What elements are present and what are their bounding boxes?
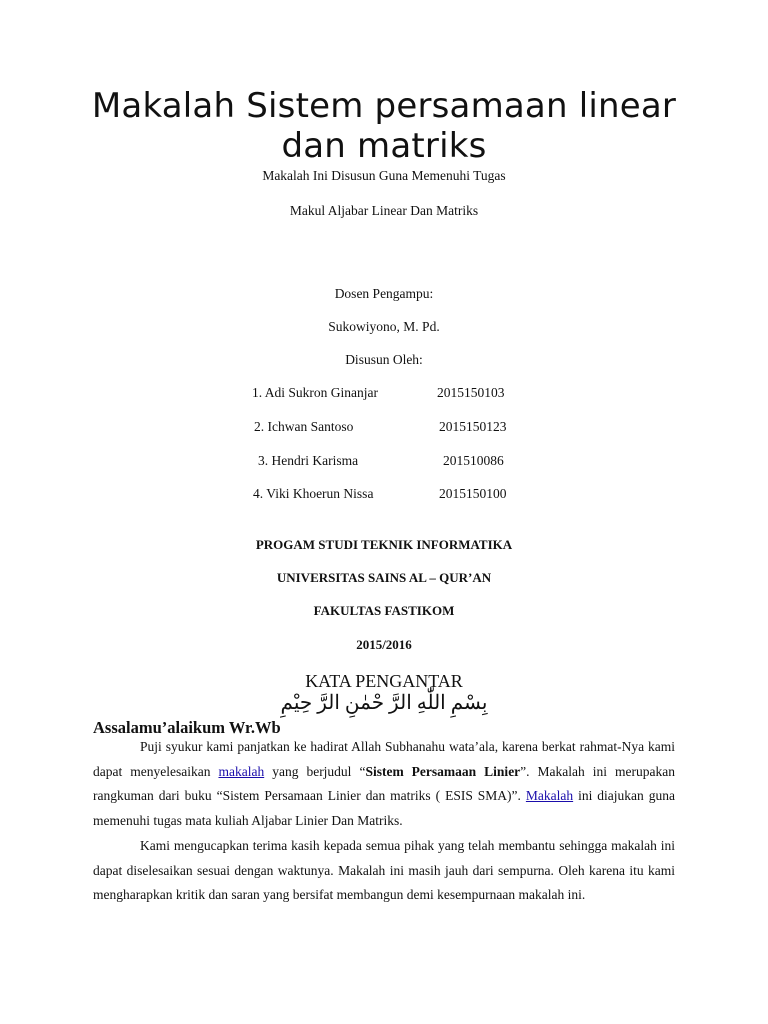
member-name: 4. Viki Khoerun Nissa [253, 486, 374, 501]
paragraph-text: ”. Makalah ini merupakan rangkuman dari buku “Sistem Persamaan Linier dan matriks ( ESIS SMA)”. [93, 763, 675, 803]
paragraph-text: Puji syukur kami panjatkan ke hadirat Allah Subhanahu wata’ala, karena berkat rahmat-Nya kami dapat menyelesaikan [93, 739, 675, 779]
basmalah-text: بِسْمِ اللّٰهِ الرَّ حْمٰنِ الرَّ حِيْمِ [280, 692, 488, 714]
kata-pengantar-heading: KATA PENGANTAR [305, 671, 463, 691]
paragraph-text: ini diajukan guna memenuhi tugas mata kuliah Aljabar Linier Dan Matriks. [93, 788, 675, 828]
member-name: 3. Hendri Karisma [258, 453, 359, 468]
disusun-label: Disusun Oleh: [345, 352, 423, 367]
faculty-name: FAKULTAS FASTIKOM [313, 603, 455, 618]
paper-title-bold: Sistem Persamaan Linier [365, 763, 521, 779]
university-name: UNIVERSITAS SAINS AL – QUR’AN [276, 570, 492, 585]
dosen-label: Dosen Pengampu: [334, 286, 434, 301]
dosen-name: Sukowiyono, M. Pd. [328, 319, 440, 334]
member-nim: 2015150103 [437, 385, 505, 400]
member-nim: 201510086 [443, 453, 504, 468]
makalah-link[interactable]: makalah [218, 763, 265, 779]
study-program: PROGAM STUDI TEKNIK INFORMATIKA [255, 537, 513, 552]
member-nim: 2015150100 [439, 486, 507, 501]
subtitle-purpose: Makalah Ini Disusun Guna Memenuhi Tugas [262, 168, 506, 183]
member-name: 2. Ichwan Santoso [254, 419, 354, 434]
academic-year: 2015/2016 [356, 637, 412, 652]
subtitle-course: Makul Aljabar Linear Dan Matriks [289, 203, 479, 218]
paragraph-text: yang berjudul “ [264, 763, 366, 779]
member-name: 1. Adi Sukron Ginanjar [252, 385, 378, 400]
document-title: Makalah Sistem persamaan linear dan matriks [91, 86, 677, 166]
paragraph-intro [93, 735, 675, 833]
makalah-link[interactable]: Makalah [525, 788, 574, 803]
member-nim: 2015150123 [439, 419, 507, 434]
greeting: Assalamu’alaikum Wr.Wb [93, 718, 281, 737]
paragraph-thanks: Kami mengucapkan terima kasih kepada semua pihak yang telah membantu sehingga makalah ini dapat diselesaikan sesuai dengan waktunya. Makalah ini masih jauh dari sempurna. Oleh karena itu kami mengharapkan kritik dan saran yang bersifat membangun demi kesempurnaan makalah ini. [93, 838, 675, 902]
